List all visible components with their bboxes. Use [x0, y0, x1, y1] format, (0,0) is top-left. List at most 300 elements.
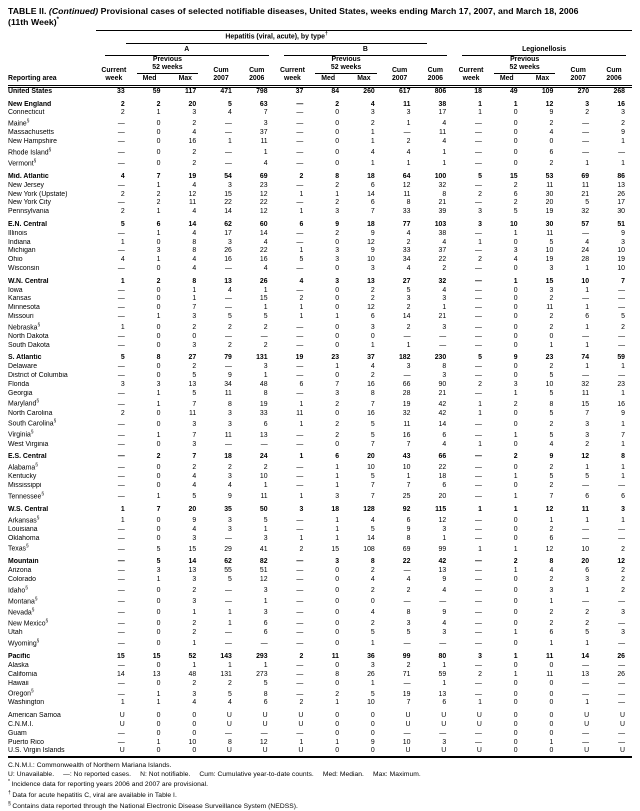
cell: 0	[513, 332, 518, 340]
cell: 13	[581, 670, 590, 678]
cell: 10	[259, 473, 268, 481]
col-header-max: Max	[178, 75, 192, 83]
cell: 0	[513, 609, 518, 617]
cell: 0	[156, 332, 161, 340]
table-header	[8, 31, 632, 86]
cell: 2	[263, 341, 268, 349]
cell: —	[117, 400, 125, 408]
cell: 1	[370, 138, 375, 146]
cell: 4	[192, 481, 197, 489]
cell: 3	[621, 609, 625, 617]
cell: 2	[585, 620, 590, 628]
row-label: Virginia§	[8, 430, 34, 439]
cell: 7	[192, 400, 197, 408]
cell: 8	[406, 609, 411, 617]
cell: 3	[478, 220, 482, 228]
cell: —	[224, 304, 232, 312]
cell: 69	[402, 545, 411, 553]
cell: —	[475, 473, 482, 481]
table-row	[8, 747, 632, 757]
cell: 0	[513, 481, 518, 489]
cell: 4	[120, 173, 125, 180]
cell: 17	[617, 199, 625, 207]
cell: —	[475, 420, 482, 428]
cell: —	[224, 629, 232, 637]
row-label: Guam	[8, 729, 27, 737]
cell: 1	[621, 389, 625, 397]
cell: 0	[156, 160, 161, 168]
row-label: U.S. Virgin Islands	[8, 747, 65, 755]
cell: 0	[192, 720, 197, 728]
table-row	[8, 688, 632, 699]
cell: 6	[585, 567, 590, 575]
cell: 3	[549, 264, 554, 272]
cell: 1	[299, 400, 304, 408]
cell: 28	[581, 256, 590, 264]
cell: —	[475, 620, 482, 628]
cell: 3	[370, 324, 375, 332]
cell: —	[117, 341, 125, 349]
cell: 7	[621, 431, 625, 439]
cell: 11	[439, 129, 447, 137]
group-header-hepatitis-b: B	[275, 44, 454, 56]
cell: 12	[617, 558, 625, 566]
cell: 2	[478, 256, 482, 264]
cell: 9	[442, 609, 447, 617]
cell: 4	[192, 525, 197, 533]
table-row	[8, 221, 632, 230]
cell: 7	[192, 453, 197, 461]
cell: 7	[406, 699, 411, 707]
cell: —	[439, 332, 447, 340]
cell: 1	[513, 670, 518, 678]
cell: 1	[513, 493, 518, 501]
cell: 3	[192, 576, 197, 584]
cell: 5	[549, 372, 554, 380]
cell: —	[618, 699, 625, 707]
cell: 1	[549, 738, 554, 746]
cell: 0	[370, 729, 375, 737]
cell: —	[117, 160, 125, 168]
cell: 18	[438, 473, 447, 481]
cell: 2	[335, 100, 340, 108]
cell: —	[475, 453, 482, 461]
cell: 3	[442, 629, 447, 637]
cell: —	[475, 286, 482, 294]
cell: —	[475, 138, 482, 146]
row-label: Montana§	[8, 596, 38, 606]
cell: 2	[549, 120, 554, 128]
cell: —	[117, 304, 125, 312]
cell: 4	[370, 363, 375, 371]
cell: 0	[156, 372, 161, 380]
col-header-previous-52-weeks: Previous 52 weeks Med Max	[489, 56, 560, 86]
cell: 10	[367, 699, 375, 707]
cell: 18	[331, 505, 340, 513]
cell: 10	[581, 545, 590, 553]
cell: 2	[621, 567, 625, 575]
cell: 1	[370, 129, 375, 137]
cell: —	[475, 481, 482, 489]
cell: 4	[299, 277, 304, 285]
cell: 26	[224, 247, 232, 255]
cell: 0	[513, 679, 518, 687]
cell: 9	[335, 220, 340, 228]
cell: 18	[224, 453, 232, 461]
cell: 1	[156, 109, 161, 117]
cell: 3	[156, 380, 161, 388]
cell: 2	[549, 324, 554, 332]
cell: 4	[549, 440, 554, 448]
cell: 3	[192, 109, 197, 117]
row-label: New England	[8, 100, 52, 108]
cell: 74	[581, 354, 590, 362]
cell: —	[475, 598, 482, 606]
cell: 5	[585, 629, 590, 637]
cell: 5	[370, 473, 375, 481]
cell: 1	[442, 304, 447, 312]
cell: 1	[585, 341, 590, 349]
table-row	[8, 699, 632, 708]
cell: 16	[224, 256, 232, 264]
cell: 3	[335, 277, 340, 285]
cell: —	[296, 464, 304, 472]
cell: 0	[156, 747, 161, 755]
row-label: C.N.M.I.	[8, 720, 34, 728]
cell: 42	[438, 400, 447, 408]
cell: 8	[192, 247, 197, 255]
cell: 39	[438, 208, 447, 216]
table-row	[8, 322, 632, 333]
cell: 12	[259, 576, 268, 584]
cell: 4	[192, 256, 197, 264]
cell: 7	[370, 493, 375, 501]
cell: 2	[156, 453, 161, 461]
table-row	[8, 147, 632, 158]
cell: 13	[367, 277, 375, 285]
cell: 22	[438, 256, 447, 264]
cell: 64	[402, 173, 411, 180]
cell: 1	[156, 312, 161, 320]
cell: —	[224, 440, 232, 448]
cell: 1	[263, 286, 268, 294]
cell: 9	[621, 409, 625, 417]
cell: 0	[192, 332, 197, 340]
cell: 1	[513, 545, 518, 553]
cell: —	[475, 199, 482, 207]
cell: 1	[585, 264, 590, 272]
cell: —	[475, 464, 482, 472]
cell: 19	[402, 690, 411, 698]
cell: 8	[621, 453, 625, 461]
cell: 2	[192, 620, 197, 628]
col-header-current-week: Current week	[275, 56, 311, 86]
cell: 0	[156, 629, 161, 637]
cell: 100	[434, 173, 447, 180]
cell: 14	[188, 220, 197, 228]
cell: 1	[156, 690, 161, 698]
cell: 2	[335, 229, 340, 237]
cell: 7	[370, 208, 375, 216]
cell: 1	[442, 534, 447, 542]
cell: 63	[259, 100, 268, 108]
cell: 69	[581, 173, 590, 180]
cell: 2	[299, 699, 304, 707]
header-blank-over-legionellosis	[453, 31, 632, 44]
cell: 11	[546, 653, 554, 661]
cell: 4	[442, 286, 447, 294]
cell: U	[119, 747, 125, 755]
cell: 2	[621, 120, 625, 128]
cell: —	[260, 332, 268, 340]
cell: 6	[442, 431, 447, 439]
cell: 0	[513, 534, 518, 542]
cell: 117	[185, 87, 197, 95]
cell: —	[117, 453, 125, 461]
cell: 9	[370, 247, 375, 255]
cell: 5	[478, 354, 482, 362]
cell: —	[296, 567, 304, 575]
cell: 10	[545, 247, 554, 255]
cell: 0	[335, 661, 340, 669]
cell: 7	[156, 505, 161, 513]
cell: 21	[581, 190, 590, 198]
cell: 1	[120, 324, 125, 332]
cell: 2	[406, 238, 411, 246]
cell: 11	[581, 181, 590, 189]
cell: —	[582, 525, 590, 533]
cell: 1	[621, 420, 625, 428]
cell: 37	[438, 247, 447, 255]
cell: 6	[263, 699, 268, 707]
cell: 35	[224, 505, 232, 513]
cell: 0	[513, 264, 518, 272]
cell: —	[582, 679, 590, 687]
cell: —	[582, 120, 590, 128]
cell: 2	[263, 324, 268, 332]
cell: 0	[335, 238, 340, 246]
cell: —	[117, 738, 125, 746]
cell: 10	[545, 380, 554, 388]
cell: 1	[156, 229, 161, 237]
cell: 0	[513, 312, 518, 320]
cell: 6	[621, 493, 625, 501]
cell: 0	[156, 129, 161, 137]
table-row	[8, 287, 632, 296]
cell: 2	[120, 109, 125, 117]
cell: 3	[263, 587, 268, 595]
cell: 6	[585, 493, 590, 501]
cell: 59	[617, 354, 625, 362]
cell: —	[296, 431, 304, 439]
cell: —	[475, 567, 482, 575]
cell: 1	[299, 312, 304, 320]
cell: 0	[156, 661, 161, 669]
cell: 2	[192, 464, 197, 472]
cell: 6	[263, 620, 268, 628]
cell: 3	[370, 661, 375, 669]
cell: —	[475, 120, 482, 128]
cell: 1	[621, 138, 625, 146]
cell: 11	[224, 389, 232, 397]
table-row	[8, 398, 632, 409]
cell: —	[296, 109, 304, 117]
cell: —	[117, 138, 125, 146]
cell: 2	[156, 199, 161, 207]
table-row	[8, 313, 632, 322]
cell: 5	[585, 473, 590, 481]
cell: 16	[367, 380, 375, 388]
cell: 1	[370, 160, 375, 168]
cell: 0	[335, 286, 340, 294]
cell: —	[117, 609, 125, 617]
cell: 48	[188, 670, 197, 678]
cell: —	[582, 729, 590, 737]
row-label: Kentucky	[8, 473, 37, 481]
row-label: Georgia	[8, 389, 33, 397]
cell: 0	[335, 324, 340, 332]
cell: 15	[331, 545, 340, 553]
cell: 71	[402, 670, 411, 678]
cell: 2	[299, 653, 304, 661]
cell: 1	[585, 587, 590, 595]
table-row	[8, 453, 632, 462]
cell: —	[582, 229, 590, 237]
cell: —	[296, 149, 304, 157]
cell: —	[439, 341, 447, 349]
cell: —	[439, 640, 447, 648]
cell: 14	[224, 208, 232, 216]
cell: 8	[192, 238, 197, 246]
table-row	[8, 256, 632, 265]
cell: 7	[370, 481, 375, 489]
cell: 1	[478, 100, 482, 108]
cell: 10	[188, 738, 197, 746]
cell: U	[441, 747, 447, 755]
cell: 0	[513, 516, 518, 524]
cell: 9	[549, 109, 554, 117]
cell: —	[403, 332, 411, 340]
cell: 0	[156, 363, 161, 371]
row-label: West Virginia	[8, 440, 49, 448]
cell: 2	[406, 661, 411, 669]
cell: 1	[549, 516, 554, 524]
cell: 1	[442, 661, 447, 669]
table-row	[8, 129, 632, 138]
cell: —	[296, 629, 304, 637]
cell: 4	[263, 264, 268, 272]
table-row	[8, 191, 632, 200]
cell: —	[475, 160, 482, 168]
cell: U	[476, 712, 482, 720]
cell: 4	[192, 264, 197, 272]
cell: —	[117, 312, 125, 320]
cell: 0	[156, 295, 161, 303]
cell: 4	[192, 229, 197, 237]
hepatitis-span-header: Hepatitis (viral, acute), by type†	[96, 31, 453, 44]
cell: 1	[263, 598, 268, 606]
cell: 49	[509, 87, 518, 95]
cell: 6	[585, 312, 590, 320]
cell: 16	[188, 138, 197, 146]
cell: 80	[438, 653, 447, 661]
cell: —	[296, 363, 304, 371]
cell: 66	[438, 453, 447, 461]
cell: —	[618, 679, 625, 687]
cell: —	[618, 534, 625, 542]
cell: U	[262, 747, 268, 755]
cell: —	[582, 690, 590, 698]
cell: 20	[188, 505, 197, 513]
cell: —	[260, 729, 268, 737]
cell: 3	[299, 505, 304, 513]
cell: 42	[438, 409, 447, 417]
cell: 0	[156, 440, 161, 448]
cell: —	[117, 229, 125, 237]
cell: 10	[617, 264, 625, 272]
table-row	[8, 333, 632, 342]
cell: 182	[398, 354, 411, 362]
cell: 22	[259, 247, 268, 255]
cell: 1	[299, 420, 304, 428]
cell: 32	[402, 409, 411, 417]
header-columns-row	[8, 56, 632, 86]
header-span-row	[8, 31, 632, 44]
cell: 13	[438, 690, 447, 698]
cell: 4	[192, 699, 197, 707]
cell: 2	[299, 545, 304, 553]
table-title	[8, 6, 632, 28]
col-header-cum-2007: Cum 2007	[560, 56, 596, 86]
cell: —	[475, 332, 482, 340]
cell: 0	[156, 120, 161, 128]
cell: 7	[192, 431, 197, 439]
cell: 33	[117, 87, 125, 95]
cell: 8	[263, 690, 268, 698]
cell: 5	[228, 690, 232, 698]
cell: 15	[224, 190, 232, 198]
cell: —	[117, 620, 125, 628]
row-label: New Hampshire	[8, 138, 58, 146]
cell: U	[405, 720, 411, 728]
cell: —	[475, 690, 482, 698]
cell: 43	[402, 453, 411, 461]
col-header-cum-2007: Cum 2007	[382, 56, 418, 86]
cell: —	[475, 247, 482, 255]
cell: U	[584, 720, 590, 728]
cell: 6	[513, 190, 518, 198]
cell: 16	[617, 400, 625, 408]
row-label: Kansas	[8, 295, 31, 303]
legend-item: Med: Median.	[322, 771, 364, 779]
cell: —	[117, 247, 125, 255]
cell: 0	[513, 525, 518, 533]
cell: 3	[192, 690, 197, 698]
row-label: New York City	[8, 199, 51, 207]
col-header-cum-2007: Cum 2007	[203, 56, 239, 86]
cell: 0	[156, 679, 161, 687]
cell: 0	[156, 620, 161, 628]
cell: 3	[406, 109, 411, 117]
cell: U	[298, 747, 304, 755]
cell: —	[117, 629, 125, 637]
cell: 2	[120, 409, 125, 417]
cell: 66	[402, 380, 411, 388]
cell: 4	[406, 264, 411, 272]
table-row	[8, 482, 632, 491]
cell: 0	[513, 738, 518, 746]
cell: 13	[188, 380, 197, 388]
